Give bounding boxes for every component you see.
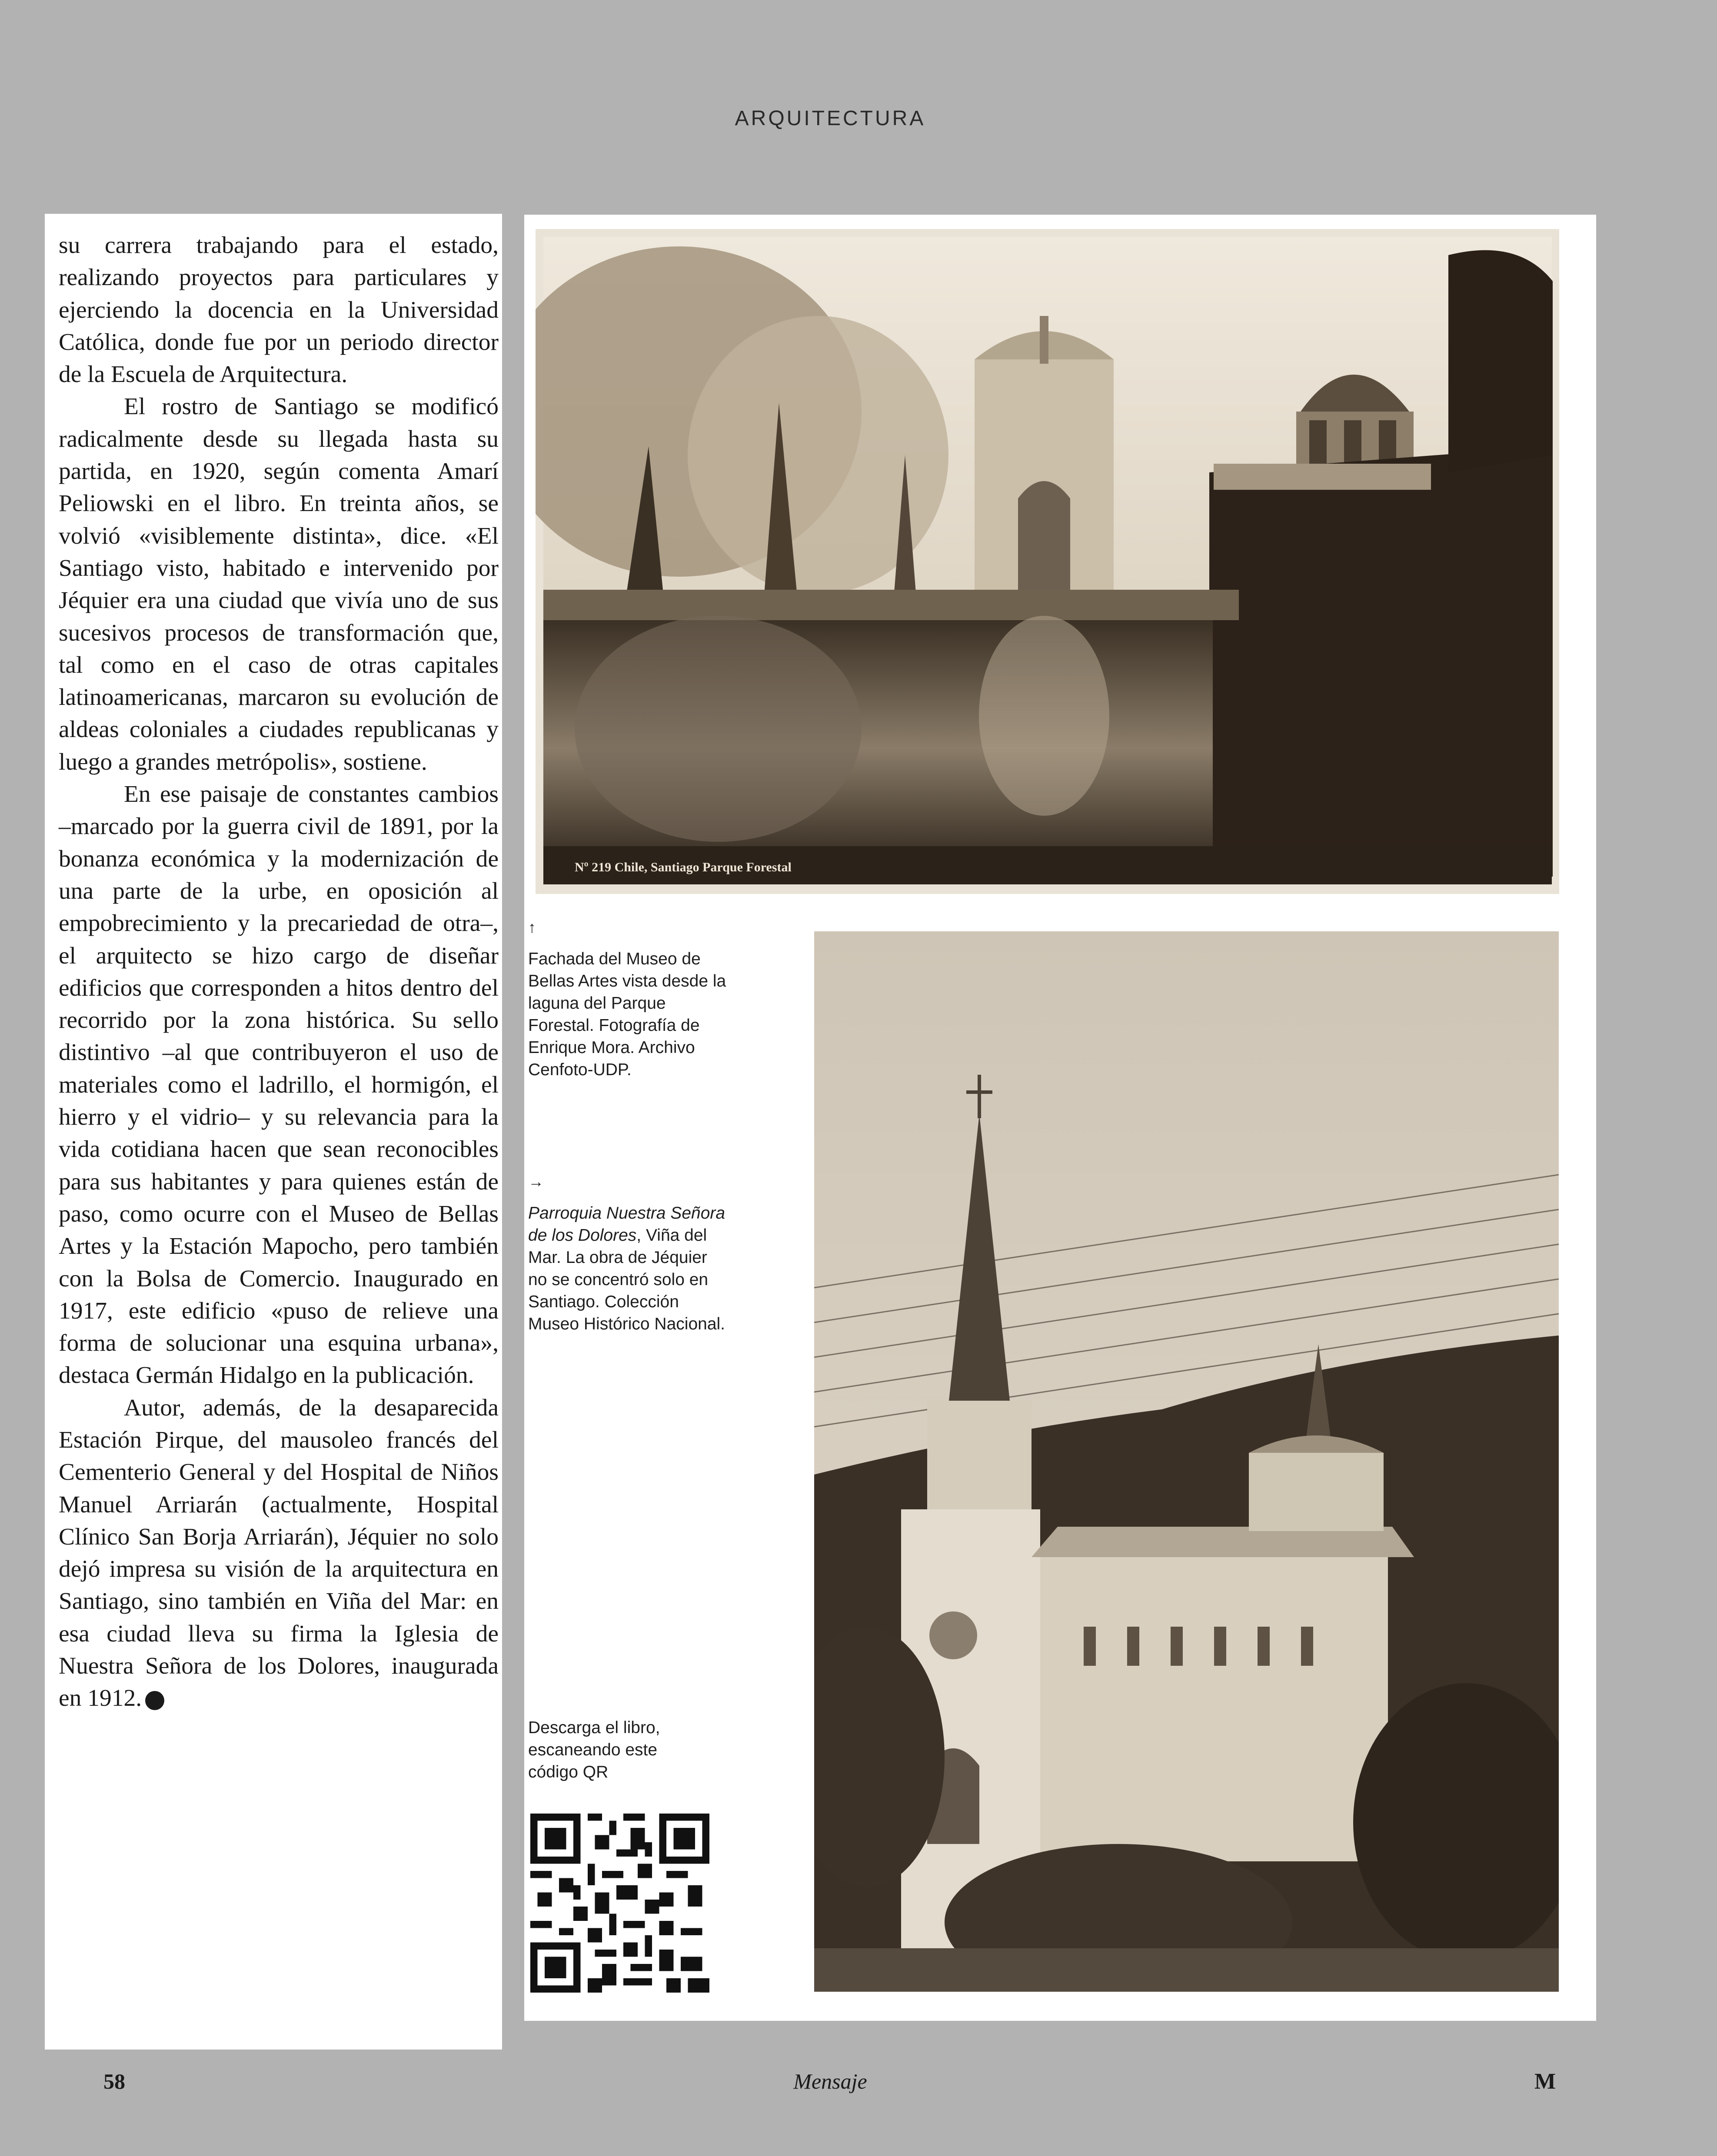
- page-number: 58: [103, 2069, 125, 2093]
- magazine-name: Mensaje: [793, 2069, 867, 2093]
- article-paragraph: En ese paisaje de constantes cambios –marcado por la guerra civil de 1891, por la bonanza económica y la modernización de una parte de la urbe, en oposición al empobrecimiento y la precariedad de otra–, el arquitecto se hizo cargo de diseñar edificios que corresponden a hitos dentro del recorrido por la zona histórica. Su sello distintivo –al que contribuyeron el uso de materiales como el ladrillo, el hormigón, el hierro y el vidrio– y su relevancia para la vida cotidiana hacen que sean reconocibles para sus habitantes y para quienes están de paso, como ocurre con el Museo de Bellas Artes y la Estación Mapocho, pero también con la Bolsa de Comercio. Inaugurado en 1917, este edificio «puso de relieve una forma de solucionar una esquina urbana», destaca Germán Hidalgo en la publicación.: [59, 781, 499, 1389]
- museum-photo: [536, 229, 1559, 894]
- article-body: [59, 229, 499, 1715]
- photo-inscription: Nº 219 Chile, Santiago Parque Forestal: [575, 860, 792, 874]
- caption-title: Parroquia Nuestra Señora de los Dolores: [528, 1204, 725, 1245]
- article-paragraph-text: Autor, además, de la desaparecida Estación Pirque, del mausoleo francés del Cementerio General y del Hospital de Niños Manuel Arriarán (actualmente, Hospital Clínico San Borja Arriarán), Jéquier no solo dejó impresa su visión de la arquitectura en Santiago, sino también en Viña del Mar: en esa ciudad lleva su firma la Iglesia de Nuestra Señora de los Dolores, inaugurada en 1912.: [59, 1394, 499, 1712]
- caption-text: , Viña del Mar. La obra de Jéquier no se concentró solo en Santiago. Colección Museo Histórico Nacional.: [528, 1226, 725, 1333]
- qr-caption: Descarga el libro, escaneando este código QR: [528, 1718, 660, 1781]
- church-photo: [814, 931, 1559, 1992]
- article-paragraph: su carrera trabajando para el estado, realizando proyectos para particulares y ejerciendo la docencia en la Universidad Católica, donde fue por un periodo director de la Escuela de Arquitectura.: [59, 232, 499, 388]
- qr-code[interactable]: [530, 1814, 709, 1993]
- article-paragraph: [59, 1392, 499, 1715]
- arrow-up-icon: ↑: [528, 918, 536, 936]
- section-header: ARQUITECTURA: [735, 107, 926, 130]
- caption-text: Fachada del Museo de Bellas Artes vista desde la laguna del Parque Forestal. Fotografía de Enrique Mora. Archivo Cenfoto-UDP.: [528, 950, 726, 1079]
- museum-photo-caption: [528, 916, 728, 1081]
- end-mark-icon: M: [145, 1691, 164, 1710]
- arrow-right-icon: →: [528, 1173, 544, 1190]
- magazine-logo: M: [1534, 2069, 1556, 2094]
- church-photo-caption: [528, 1170, 728, 1335]
- article-paragraph: El rostro de Santiago se modificó radicalmente desde su llegada hasta su partida, en 1920, según comenta Amarí Peliowski en el libro. En treinta años, se volvió «visiblemente distinta», dice. «El Santiago visto, habitado e intervenido por Jéquier era una ciudad que vivía uno de sus sucesivos procesos de transformación que, tal como en el caso de otras capitales latinoamericanas, marcaron su evolución de aldeas coloniales a ciudades republicanas y luego a grandes metrópolis», sostiene.: [59, 393, 499, 775]
